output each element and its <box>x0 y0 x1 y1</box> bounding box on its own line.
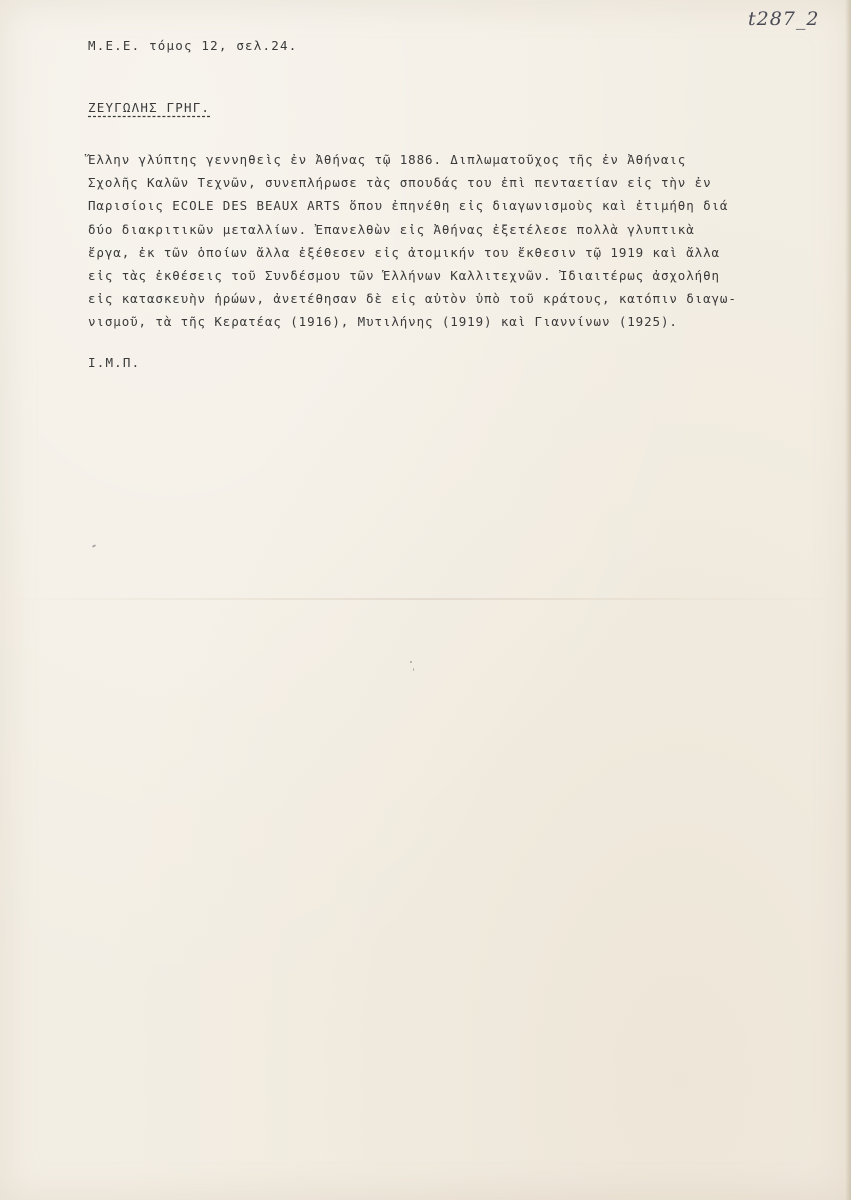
body-line-1: Ἕλλην γλύπτης γεννηθεὶς ἐν Ἀθήνας τῷ 1886. Διπλωματοῦχος τῆς ἐν Ἀθήναις <box>88 152 687 167</box>
paper-edge-shadow <box>845 0 851 1200</box>
body-line-5: ἔργα, ἐκ τῶν ὁποίων ἄλλα ἐξέθεσεν εἰς ἀτομικήν του ἔκθεσιν τῷ 1919 καὶ ἄλλα <box>88 244 720 260</box>
body-line-6: εἰς τὰς ἐκθέσεις τοῦ Συνδέσμου τῶν Ἑλλήνων Καλλιτεχνῶν. Ἰδιαιτέρως ἀσχολήθη <box>88 268 720 284</box>
body-line-3: Παρισίοις ECOLE DES BEAUX ARTS ὅπου ἐπηνέθη εἰς διαγωνισμοὺς καὶ ἐτιμήθη διά <box>88 198 729 214</box>
paper-fold-line <box>0 598 851 600</box>
body-line-7: εἰς κατασκευὴν ἡρώων, ἀνετέθησαν δὲ εἰς αὐτὸν ὑπὸ τοῦ κράτους, κατόπιν διαγω- <box>88 291 737 307</box>
entry-heading: ΖΕΥΓΩΛΗΣ ΓΡΗΓ. <box>88 100 211 115</box>
source-reference: Μ.Ε.Ε. τόμος 12, σελ.24. <box>88 38 298 53</box>
paper-speck <box>410 661 412 663</box>
body-line-4: δύο διακριτικῶν μεταλλίων. Ἐπανελθὼν εἰς Ἀθήνας ἐξετέλεσε πολλὰ γλυπτικὰ <box>88 221 695 237</box>
biography-text <box>88 148 828 334</box>
body-line-8: νισμοῦ, τὰ τῆς Κερατέας (1916), Μυτιλήνης (1919) καὶ Γιαννίνων (1925). <box>88 314 678 330</box>
body-line-2: Σχολῆς Καλῶν Τεχνῶν, συνεπλήρωσε τὰς σπουδάς του ἐπὶ πενταετίαν εἰς τὴν ἐν <box>88 175 712 191</box>
handwritten-archive-number: t287_2 <box>748 8 820 30</box>
paper-speck <box>413 668 414 671</box>
author-initials: Ι.Μ.Π. <box>88 355 141 370</box>
